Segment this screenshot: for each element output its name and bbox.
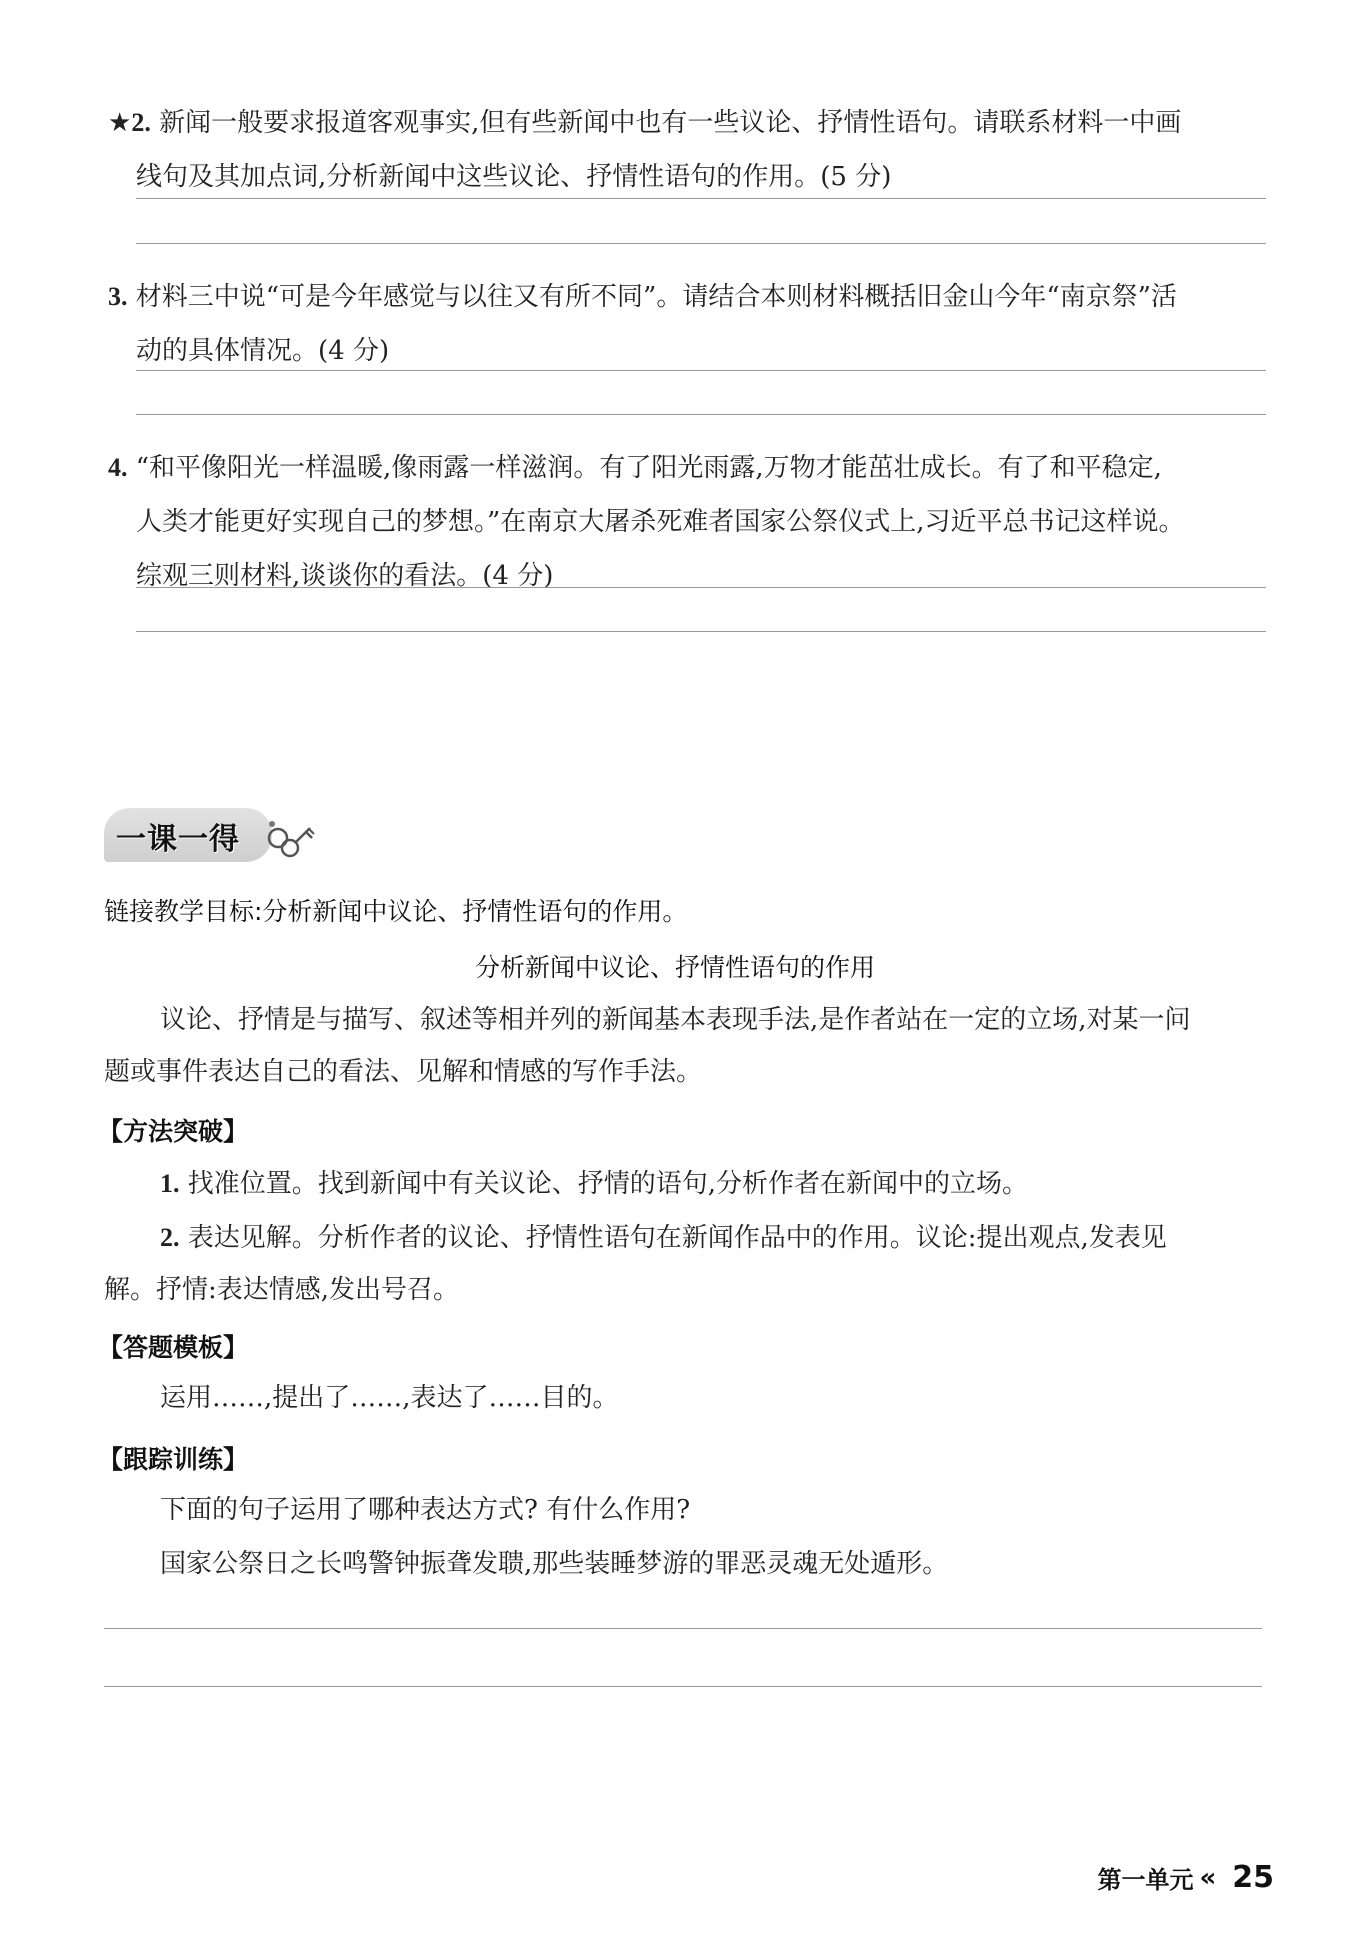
- answer-line[interactable]: [136, 243, 1266, 244]
- question-text: 动的具体情况。(4 分): [136, 336, 390, 366]
- training-heading: 【跟踪训练】: [98, 1445, 249, 1474]
- page-footer: [1097, 1860, 1274, 1895]
- item-text: 表达见解。分析作者的议论、抒情性语句在新闻作品中的作用。议论:提出观点,发表见: [187, 1223, 1167, 1253]
- item-number: 2.: [160, 1223, 180, 1252]
- question-text: 综观三则材料,谈谈你的看法。(4 分): [136, 561, 554, 591]
- section-title: 一课一得: [116, 822, 240, 857]
- key-lock-icon: [264, 816, 320, 862]
- answer-template: [104, 1372, 1266, 1424]
- question-number: 3.: [108, 282, 128, 311]
- intro-line: 题或事件表达自己的看法、见解和情感的写作手法。: [104, 1057, 703, 1087]
- answer-line[interactable]: [136, 587, 1266, 588]
- question-text: 材料三中说“可是今年感觉与以往又有所不同”。请结合本则材料概括旧金山今年“南京祭”活: [135, 282, 1177, 312]
- item-number: 1.: [160, 1169, 180, 1198]
- answer-line[interactable]: [104, 1686, 1262, 1687]
- question-text: 线句及其加点词,分析新闻中这些议论、抒情性语句的作用。(5 分): [136, 162, 892, 192]
- item-text: 找准位置。找到新闻中有关议论、抒情的语句,分析作者在新闻中的立场。: [187, 1169, 1029, 1199]
- question-4: [108, 441, 1268, 603]
- training-question: [104, 1484, 1266, 1536]
- template-text: 运用……,提出了……,表达了……目的。: [160, 1383, 619, 1413]
- question-text: 人类才能更好实现自己的梦想。”在南京大屠杀死难者国家公祭仪式上,习近平总书记这样说。: [136, 507, 1185, 537]
- answer-line[interactable]: [136, 198, 1266, 199]
- question-text: “和平像阳光一样温暖,像雨露一样滋润。有了阳光雨露,万物才能茁壮成长。有了和平稳定,: [135, 453, 1162, 483]
- method-item-1: [104, 1158, 1266, 1210]
- method-title: 分析新闻中议论、抒情性语句的作用: [474, 953, 875, 982]
- training-sentence: [104, 1538, 1266, 1590]
- question-3: [108, 270, 1268, 378]
- template-heading: 【答题模板】: [98, 1333, 249, 1362]
- answer-line[interactable]: [136, 370, 1266, 371]
- item-text: 解。抒情:表达情感,发出号召。: [104, 1275, 460, 1305]
- question-number: 4.: [108, 453, 128, 482]
- method-item-2: [104, 1212, 1266, 1316]
- method-heading: 【方法突破】: [98, 1117, 249, 1146]
- answer-line[interactable]: [104, 1628, 1262, 1629]
- training-sentence-text: 国家公祭日之长鸣警钟振聋发聩,那些装睡梦游的罪恶灵魂无处遁形。: [160, 1549, 949, 1579]
- intro-paragraph: [104, 994, 1266, 1098]
- answer-line[interactable]: [136, 414, 1266, 415]
- chevron-left-icon: «: [1199, 1862, 1217, 1893]
- training-question-text: 下面的句子运用了哪种表达方式? 有什么作用?: [160, 1495, 691, 1525]
- unit-label: 第一单元: [1097, 1866, 1194, 1894]
- question-number: 2.: [131, 108, 151, 137]
- intro-line: 议论、抒情是与描写、叙述等相并列的新闻基本表现手法,是作者站在一定的立场,对某一问: [160, 1005, 1191, 1035]
- answer-line[interactable]: [136, 631, 1266, 632]
- page-number: 25: [1232, 1860, 1274, 1895]
- star-icon: ★: [108, 108, 132, 138]
- question-text: 新闻一般要求报道客观事实,但有些新闻中也有一些议论、抒情性语句。请联系材料一中画: [159, 108, 1182, 138]
- teaching-goal: 链接教学目标:分析新闻中议论、抒情性语句的作用。: [104, 897, 688, 926]
- section-header: [104, 808, 324, 866]
- question-2: [108, 96, 1268, 204]
